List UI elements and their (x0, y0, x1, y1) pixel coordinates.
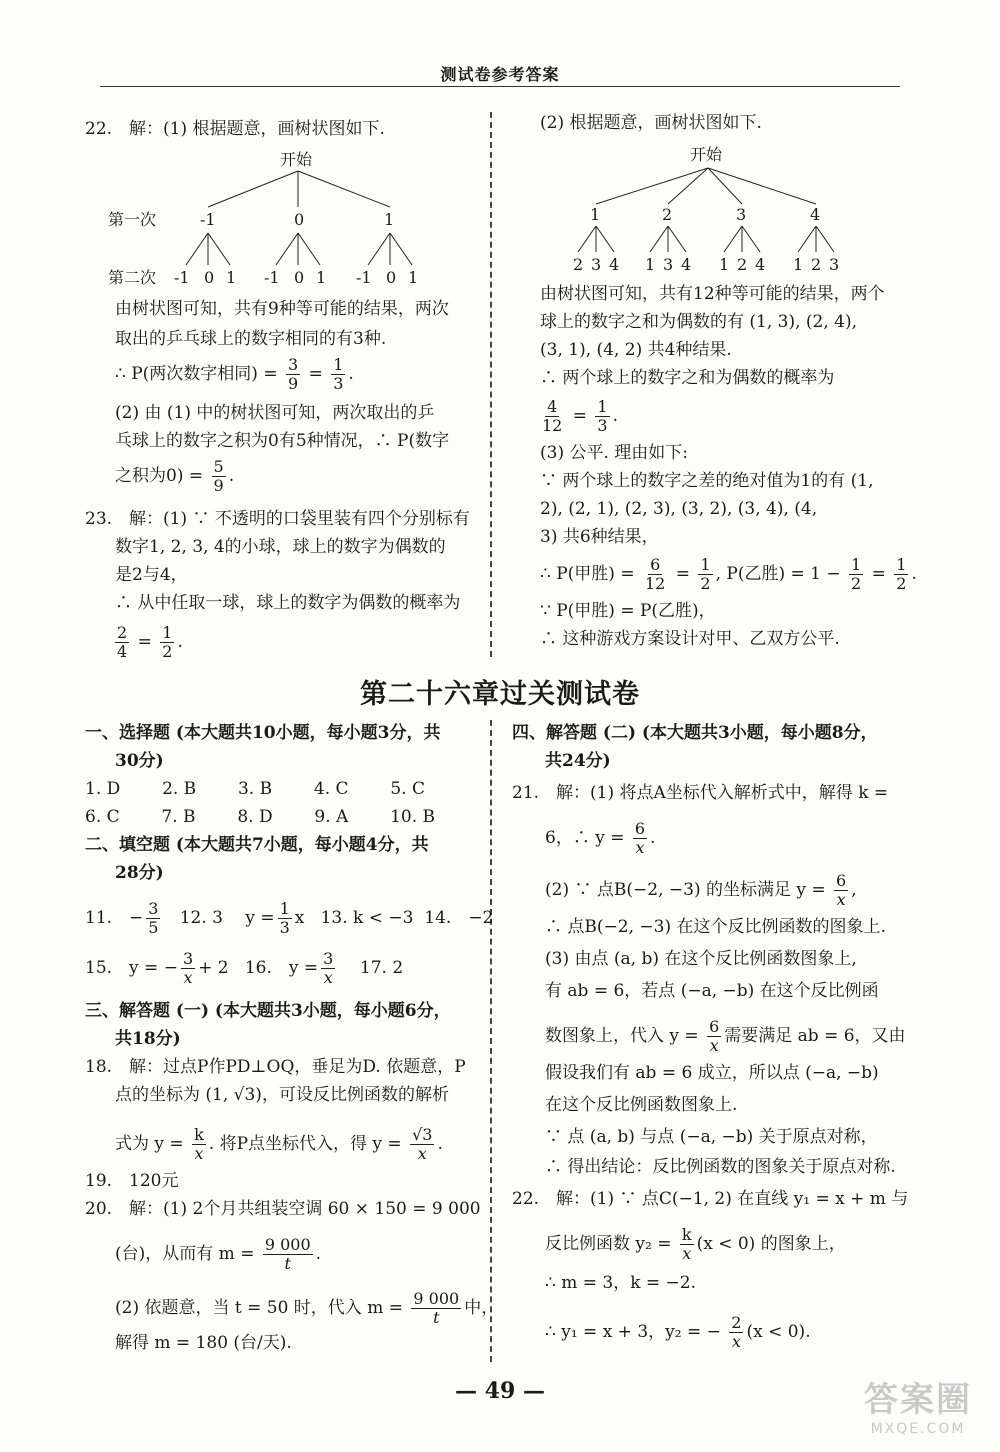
fraction: $\frac{1}{2}$ (896, 555, 907, 593)
tr-line8: 2), (2, 1), (2, 3), (3, 2), (3, 4), (4, (540, 499, 818, 519)
section3-heading-cont: 共18分) (115, 1029, 181, 1049)
fraction: $\frac{4}{12}$ (542, 397, 563, 435)
tree1-l1-c: 1 (384, 210, 395, 229)
fraction: $\frac{2}{4}$ (117, 623, 128, 661)
svg-text:2: 2 (573, 255, 584, 274)
tree1-l2-8: 0 (386, 268, 397, 287)
tree1-root: 开始 (280, 150, 313, 169)
tree2-l1-2: 2 (662, 205, 673, 224)
svg-text:1: 1 (719, 255, 730, 274)
fraction: $\frac{1}{3}$ (279, 899, 290, 937)
fraction: $\frac{6}{12}$ (644, 555, 666, 593)
tl-line4: (2) 由 (1) 中的树状图可知，两次取出的乒 (115, 403, 435, 423)
tr-line7: ∵ 两个球上的数字之差的绝对值为1的有 (1, (540, 471, 874, 491)
tree1-l2-9: 1 (408, 268, 419, 287)
tl-line1: 由树状图可知，共有9种等可能的结果，两次 (115, 299, 449, 319)
fraction: $\frac{3}{5}$ (148, 899, 159, 937)
svg-text:2: 2 (811, 255, 822, 274)
tree1-l2-5: 0 (294, 268, 305, 287)
svg-text:1: 1 (645, 255, 656, 274)
tl-line2: 取出的乒乓球上的数字相同的有3种. (115, 329, 387, 349)
tl-line5: 乓球上的数字之积为0有5种情况，∴ P(数字 (115, 431, 450, 451)
section3-heading: 三、解答题 (一) (本大题共3小题，每小题6分， (85, 1001, 451, 1021)
section4-heading: 四、解答题 (二) (本大题共3小题，每小题8分， (512, 723, 878, 743)
fraction: $\frac{3}{9}$ (287, 355, 299, 393)
q23-line1: 23. 解：(1) ∵ 不透明的口袋里装有四个分别标有 (85, 509, 470, 529)
q20-line3: (2) 依题意，当 t = 50 时，代入 m = $\frac{9 000}{t}$ 中， (115, 1289, 499, 1327)
q21-line4: ∴ 点B(−2, −3) 在这个反比例函数的图象上. (545, 917, 886, 937)
q21-line3: (2) ∵ 点B(−2, −3) 的坐标满足 y = $\frac{6}{x}$ , (545, 871, 857, 909)
q18-line3: 式为 y = $\frac{k}{x}$ . 将P点坐标代入，得 y = $\frac{√3}{x}$ . (115, 1125, 443, 1163)
tree2-root: 开始 (690, 145, 723, 164)
tree2-l1-1: 1 (590, 205, 601, 224)
tree1-l1-b: 0 (294, 210, 305, 229)
column-divider-bottom (490, 720, 492, 1362)
section1-heading: 一、选择题 (本大题共10小题，每小题3分，共 (85, 723, 441, 743)
fraction: $\frac{1}{2}$ (851, 555, 862, 593)
tr-line3: (3, 1), (4, 2) 共4种结果. (540, 340, 732, 360)
tree-diagram-1 (108, 145, 478, 285)
tree1-l2-2: 0 (204, 268, 215, 287)
tr-line4: ∴ 两个球上的数字之和为偶数的概率为 (540, 368, 835, 388)
q21-line6: 有 ab = 6，若点 (−a, −b) 在这个反比例函 (545, 981, 879, 1001)
q21-line7: 数图象上，代入 y = $\frac{6}{x}$ 需要满足 ab = 6，又由 (545, 1017, 906, 1055)
section2-heading: 二、填空题 (本大题共7小题，每小题4分，共 (85, 835, 429, 855)
tree1-l2-3: 1 (226, 268, 237, 287)
tree1-l2-4: -1 (264, 268, 280, 287)
tr-line12: ∴ 这种游戏方案设计对甲、乙双方公平. (540, 629, 840, 649)
q20-line2: (台)，从而有 m = $\frac{9 000}{t}$ . (115, 1235, 322, 1273)
running-header: 测试卷参考答案 (440, 65, 560, 84)
q22b-line2: 反比例函数 y₂ = $\frac{k}{x}$ (x < 0) 的图象上， (545, 1225, 846, 1263)
page-number: — 49 — (455, 1378, 545, 1404)
q20-line4: 解得 m = 180 (台/天). (115, 1333, 292, 1353)
tl-line6: 之积为0) = $\frac{5}{9}$ . (115, 457, 235, 495)
tr-line1: 由树状图可知，共有12种等可能的结果，两个 (540, 284, 885, 304)
fill-answers-11-14: 11. − $\frac{3}{5}$ 12. 3 y = $\frac{1}{3}$ x 13. k < −3 14. −2 (85, 899, 494, 937)
tree2-l1-4: 4 (810, 205, 821, 224)
header-rule (100, 86, 900, 87)
section1-heading-cont: 30分) (115, 751, 164, 771)
tree1-l2-7: -1 (356, 268, 372, 287)
svg-text:2: 2 (737, 255, 748, 274)
tree1-row1-label: 第一次 (108, 210, 157, 229)
q21-line2: 6，∴ y = $\frac{6}{x}$ . (545, 819, 656, 857)
svg-text:4: 4 (681, 255, 692, 274)
fraction: $\frac{9 000}{t}$ (264, 1235, 311, 1273)
svg-text:4: 4 (609, 255, 620, 274)
fraction: $\frac{k}{x}$ (681, 1225, 692, 1263)
fraction: $\frac{1}{3}$ (597, 397, 608, 435)
fraction: $\frac{6}{x}$ (634, 819, 646, 857)
tr-intro: (2) 根据题意，画树状图如下. (540, 113, 762, 133)
q23-line5: $\frac{2}{4}$ = $\frac{1}{2}$ . (117, 623, 183, 661)
tree1-l2-6: 1 (316, 268, 327, 287)
tl-line3: ∴ P(两次数字相同) = $\frac{3}{9}$ = $\frac{1}{3}$ . (115, 355, 354, 393)
q19-answer: 19. 120元 (85, 1171, 179, 1191)
column-divider-top (490, 112, 492, 657)
tree2-l1-3: 3 (736, 205, 747, 224)
svg-text:4: 4 (755, 255, 766, 274)
q22b-line1: 22. 解：(1) ∵ 点C(−1, 2) 在直线 y₁ = x + m 与 (512, 1189, 909, 1209)
svg-text:1: 1 (793, 255, 804, 274)
svg-text:3: 3 (663, 255, 674, 274)
tr-line5: $\frac{4}{12}$ = $\frac{1}{3}$ . (542, 397, 619, 435)
svg-text:3: 3 (591, 255, 602, 274)
q22b-line3: ∴ m = 3，k = −2. (545, 1273, 697, 1293)
svg-text:3: 3 (829, 255, 840, 274)
tree1-l1-a: -1 (200, 210, 216, 229)
section4-heading-cont: 共24分) (545, 751, 611, 771)
section2-heading-cont: 28分) (115, 863, 164, 883)
fraction: $\frac{k}{x}$ (194, 1125, 204, 1163)
fraction: $\frac{3}{x}$ (182, 949, 194, 987)
mc-row-2: 6. C 7. B 8. D 9. A 10. B (85, 807, 435, 827)
fraction: $\frac{9 000}{t}$ (413, 1289, 460, 1327)
mc-row-1: 1. D 2. B 3. B 4. C 5. C (85, 779, 425, 799)
q22-intro: 22. 解：(1) 根据题意，画树状图如下. (85, 119, 385, 139)
tr-line6: (3) 公平. 理由如下: (540, 443, 689, 463)
tr-line9: 3) 共6种结果， (540, 527, 659, 547)
tr-line11: ∵ P(甲胜) = P(乙胜)， (540, 601, 716, 621)
watermark-logo: 答案圈 MXQE.COM (864, 1380, 972, 1437)
fraction: $\frac{1}{2}$ (700, 555, 711, 593)
fraction: $\frac{3}{x}$ (323, 949, 334, 987)
tree1-l2-1: -1 (174, 268, 190, 287)
q21-line11: ∴ 得出结论：反比例函数的图象关于原点对称. (545, 1157, 896, 1177)
q21-line10: ∵ 点 (a, b) 与点 (−a, −b) 关于原点对称， (545, 1127, 878, 1147)
q21-line8: 假设我们有 ab = 6 成立，所以点 (−a, −b) (545, 1063, 879, 1083)
fraction: $\frac{6}{x}$ (836, 871, 847, 909)
q23-line4: ∴ 从中任取一球，球上的数字为偶数的概率为 (115, 593, 461, 613)
chapter-title: 第二十六章过关测试卷 (360, 679, 640, 710)
q20-line1: 20. 解：(1) 2个月共组装空调 60 × 150 = 9 000 (85, 1199, 481, 1219)
fraction: $\frac{√3}{x}$ (412, 1125, 433, 1163)
q23-line3: 是2与4， (115, 565, 188, 585)
q21-line1: 21. 解：(1) 将点A坐标代入解析式中，解得 k = (512, 783, 889, 803)
q18-line1: 18. 解：过点P作PD⊥OQ，垂足为D. 依题意，P (85, 1057, 466, 1077)
tr-line2: 球上的数字之和为偶数的有 (1, 3), (2, 4), (540, 312, 858, 332)
fraction: $\frac{1}{2}$ (162, 623, 173, 661)
tree1-row2-label: 第二次 (108, 268, 157, 287)
tree-diagram-2 (560, 142, 860, 272)
tr-line10: ∴ P(甲胜) = $\frac{6}{12}$ = $\frac{1}{2}$ , P(乙胜) = 1 − $\frac{1}{2}$ = $\frac{1}{2}$ . (540, 555, 917, 593)
q18-line2: 点的坐标为 (1, √3)，可设反比例函数的解析 (115, 1085, 449, 1105)
fraction: $\frac{5}{9}$ (213, 457, 224, 495)
q23-line2: 数字1, 2, 3, 4的小球，球上的数字为偶数的 (115, 537, 446, 557)
q21-line9: 在这个反比例函数图象上. (545, 1095, 738, 1115)
fraction: $\frac{6}{x}$ (709, 1017, 720, 1055)
fraction: $\frac{2}{x}$ (731, 1313, 742, 1351)
q21-line5: (3) 由点 (a, b) 在这个反比例函数图象上, (545, 949, 857, 969)
fill-answers-15-17: 15. y = − $\frac{3}{x}$ + 2 16. y = $\frac{3}{x}$ 17. 2 (85, 949, 404, 987)
fraction: $\frac{1}{3}$ (333, 355, 344, 393)
q22b-line4: ∴ y₁ = x + 3，y₂ = − $\frac{2}{x}$ (x < 0). (545, 1313, 811, 1351)
